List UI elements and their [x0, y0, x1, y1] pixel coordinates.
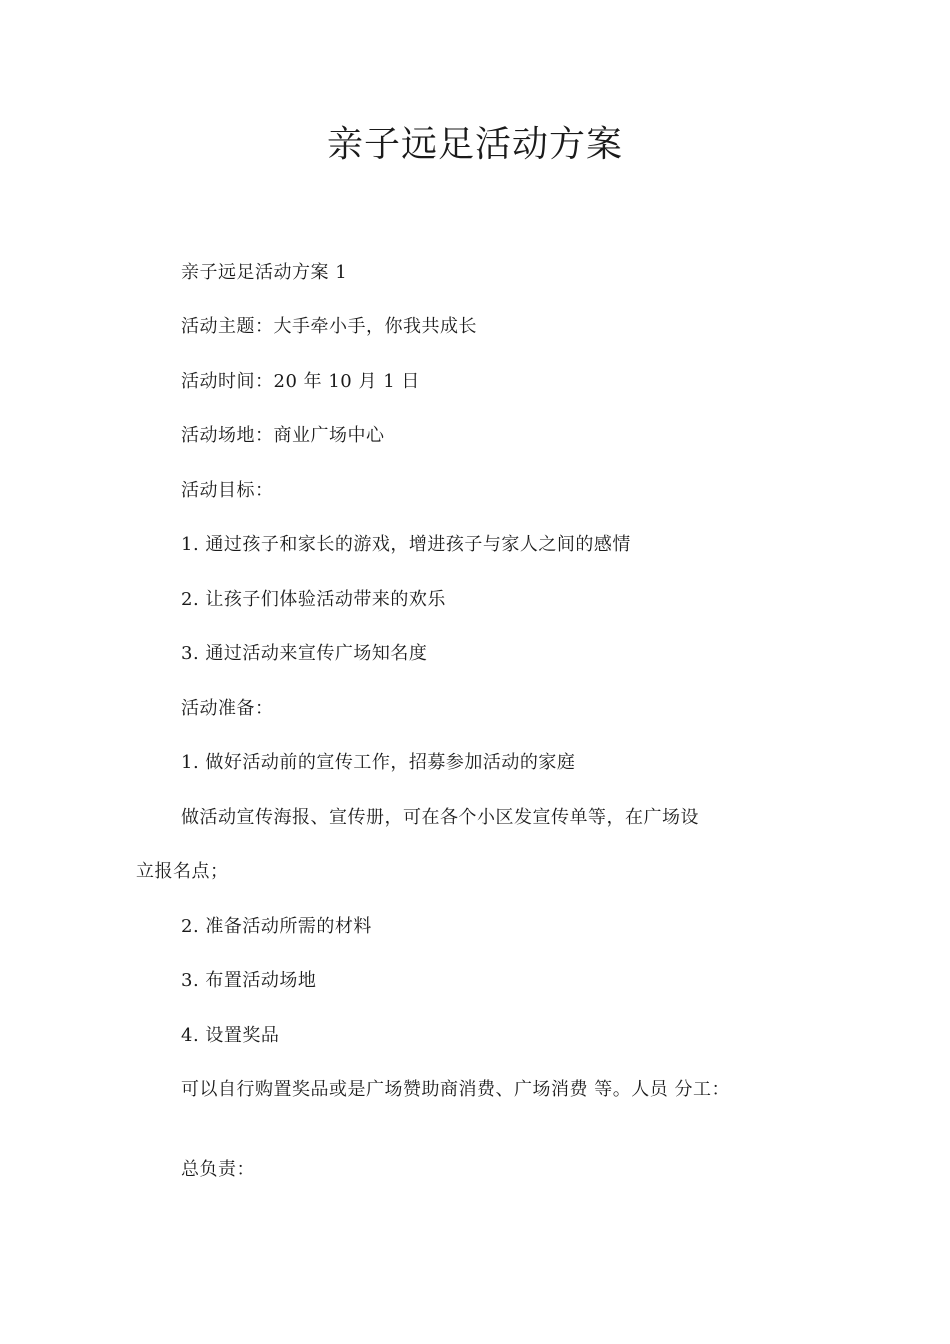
goal-item-3: 3. 通过活动来宣传广场知名度 — [181, 643, 428, 664]
activity-time: 活动时间：20 年 10 月 1 日 — [181, 371, 420, 392]
section-heading: 亲子远足活动方案 1 — [181, 262, 348, 283]
goal-item-1: 1. 通过孩子和家长的游戏，增进孩子与家人之间的感情 — [181, 534, 631, 555]
prep-item-2: 2. 准备活动所需的材料 — [181, 916, 372, 937]
preparation-heading: 活动准备： — [181, 698, 274, 719]
activity-theme: 活动主题：大手牵小手，你我共成长 — [181, 316, 477, 337]
activity-venue: 活动场地：商业广场中心 — [181, 425, 385, 446]
prep-item-1: 1. 做好活动前的宣传工作，招募参加活动的家庭 — [181, 752, 576, 773]
goal-item-2: 2. 让孩子们体验活动带来的欢乐 — [181, 589, 446, 610]
prep-item-3: 3. 布置活动场地 — [181, 970, 317, 991]
prep-item-4: 4. 设置奖品 — [181, 1025, 280, 1046]
prep-detail-paragraph: 做活动宣传海报、宣传册，可在各个小区发宣传单等，在广场设 — [181, 807, 699, 828]
prep-detail-continuation: 立报名点； — [136, 861, 229, 882]
general-lead-label: 总负责： — [181, 1159, 255, 1180]
prize-paragraph: 可以自行购置奖品或是广场赞助商消费、广场消费 等。人员 分工： — [181, 1079, 730, 1100]
document-title: 亲子远足活动方案 — [326, 124, 623, 165]
goals-heading: 活动目标： — [181, 480, 274, 501]
